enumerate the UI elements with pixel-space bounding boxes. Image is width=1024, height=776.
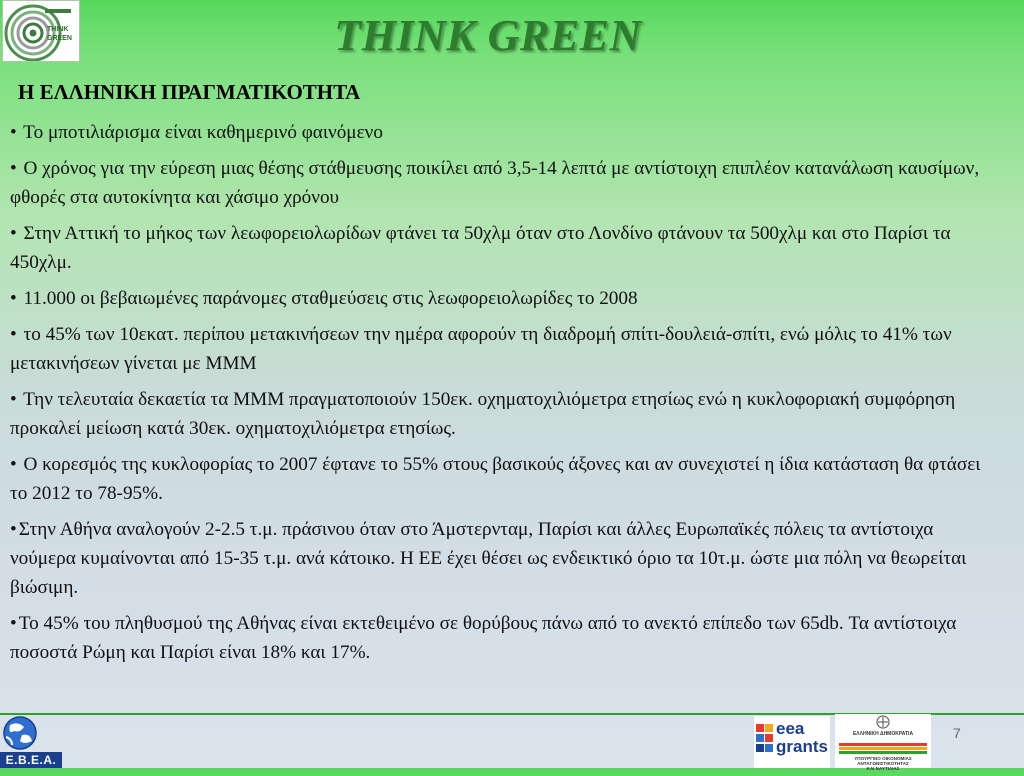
svg-text:THINK: THINK [47,26,69,33]
bullet-item [10,118,1000,147]
page-number: 7 [953,725,961,741]
eea-text-line1: eea [776,719,805,738]
bullet-text: Στην Αθήνα αναλογούν 2-2.5 τ.μ. πράσινου όταν στο Άμστερνταμ, Παρίσι και άλλες Ευρωπαϊκές πόλεις τα αντίστοιχα νούμερα κυμαίνονται από 15-35 τ.μ. ανά κάτοικο. Η ΕΕ έχει θέσει ως ενδεικτικό όριο τα 10τ.μ. ώστε μια πόλη να θεωρείται βιώσιμη. [10,519,967,598]
bullet-text: Το μποτιλιάρισμα είναι καθημερινό φαινόμενο [23,122,383,143]
bullet-item [10,284,1000,313]
svg-text:ΚΑΙ ΝΑΥΤΙΛΙΑΣ: ΚΑΙ ΝΑΥΤΙΛΙΑΣ [866,766,900,771]
ebea-label: Ε.Β.Ε.Α. [0,752,62,768]
bullet-text: Το 45% του πληθυσμού της Αθήνας είναι εκτεθειμένο σε θορύβους πάνω από το ανεκτό επίπεδο των 65db. Τα αντίστοιχα ποσοστά Ρώμη και Παρίσι είναι 18% και 17%. [10,613,957,663]
bullet-item [10,450,1000,508]
bullet-symbol: • [10,324,17,345]
bullet-symbol: • [10,122,17,143]
eea-grants-icon [754,720,776,764]
ministry-logo [835,714,931,771]
slide-title [0,10,1024,61]
bullet-symbol: • [10,158,17,179]
bullet-symbol: • [10,454,17,475]
bullet-symbol: • [10,223,17,244]
eea-text-line2: grants [776,737,828,756]
bullet-text: Ο χρόνος για την εύρεση μιας θέσης στάθμευσης ποικίλει από 3,5-14 λεπτά με αντίστοιχη επιπλέον κατανάλωση καυσίμων, φθορές στα αυτοκίνητα και χάσιμο χρόνου [10,158,980,208]
slide-subtitle: Η ΕΛΛΗΝΙΚΗ ΠΡΑΓΜΑΤΙΚΟΤΗΤΑ [18,80,361,104]
greek-emblem-icon [835,714,931,738]
bullet-symbol: • [10,519,17,540]
bullet-item [10,320,1000,378]
bullet-item [10,219,1000,277]
bullet-item [10,385,1000,443]
bullet-list [10,118,1000,674]
bullet-text: το 45% των 10εκατ. περίπου μετακινήσεων την ημέρα αφορούν τη διαδρομή σπίτι-δουλειά-σπίτι, ενώ μόλις το 41% των μετακινήσεων γίνεται με ΜΜΜ [10,324,952,374]
bullet-text: 11.000 οι βεβαιωμένες παράνομες σταθμεύσεις στις λεωφορειολωρίδες το 2008 [23,288,638,309]
svg-text:GREEN: GREEN [47,35,72,42]
eea-grants-text [776,720,828,756]
ebea-logo [0,715,62,768]
svg-text:ΕΛΛΗΝΙΚΗ ΔΗΜΟΚΡΑΤΙΑ: ΕΛΛΗΝΙΚΗ ΔΗΜΟΚΡΑΤΙΑ [852,731,914,737]
bullet-symbol: • [10,288,17,309]
eea-grants-logo [754,716,830,768]
ministry-name-graphic [835,743,931,771]
bullet-item [10,154,1000,212]
bullet-text: Ο κορεσμός της κυκλοφορίας το 2007 έφτανε το 55% στους βασικούς άξονες και αν συνεχιστεί η ίδια κατάσταση θα φτάσει το 2012 το 78-95%. [10,454,981,504]
globe-icon [0,715,62,753]
bullet-symbol: • [10,389,17,410]
bullet-item [10,515,1000,602]
bullet-item [10,609,1000,667]
svg-text:ΥΠΟΥΡΓΕΙΟ ΟΙΚΟΝΟΜΙΑΣ: ΥΠΟΥΡΓΕΙΟ ΟΙΚΟΝΟΜΙΑΣ [854,756,912,761]
bullet-symbol: • [10,613,17,634]
slide-title-text: THINK GREEN [334,11,642,60]
bullet-text: Την τελευταία δεκαετία τα ΜΜΜ πραγματοποιούν 150εκ. οχηματοχιλιόμετρα ετησίως ενώ η κυκλοφοριακή συμφόρηση προκαλεί μείωση κατά 30εκ. οχηματοχιλιόμετρα ετησίως. [10,389,956,439]
svg-text:ΑΝΤΑΓΩΝΙΣΤΙΚΟΤΗΤΑΣ: ΑΝΤΑΓΩΝΙΣΤΙΚΟΤΗΤΑΣ [857,761,909,766]
bullet-text: Στην Αττική το μήκος των λεωφορειολωρίδων φτάνει τα 50χλμ όταν στο Λονδίνο φτάνουν τα 500χλμ και στο Παρίσι τα 450χλμ. [10,223,951,273]
